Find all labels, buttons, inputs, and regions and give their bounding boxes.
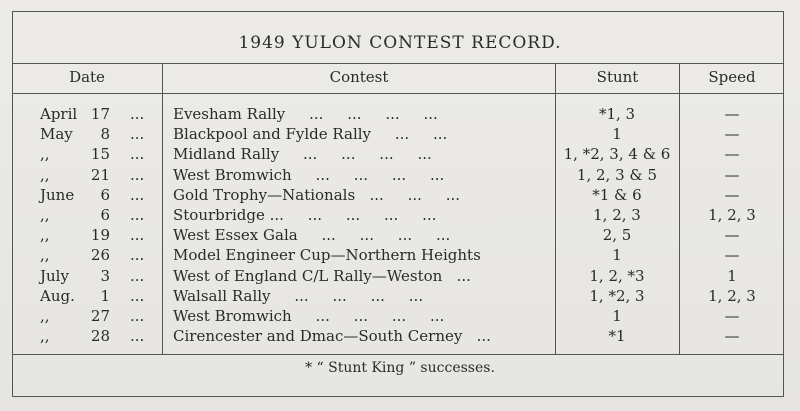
table-row — [0, 144, 800, 164]
cell-stunt: 1, *2, 3, 4 & 6 — [563, 145, 671, 164]
cell-date-dots: ... — [130, 226, 145, 245]
cell-day: 26 — [90, 246, 110, 265]
cell-stunt: 1 — [612, 125, 622, 144]
cell-day: 27 — [90, 306, 110, 325]
cell-month: ,, — [40, 205, 50, 224]
cell-date-dots: ... — [130, 145, 145, 164]
cell-date-dots: ... — [130, 125, 145, 144]
cell-speed: 1 — [727, 266, 737, 285]
cell-contest: Gold Trophy—Nationals ... ... ... — [173, 185, 461, 204]
cell-day: 8 — [100, 125, 110, 144]
table-row — [0, 266, 800, 286]
cell-contest: Walsall Rally ... ... ... ... — [173, 286, 424, 305]
cell-month: April — [40, 105, 78, 123]
cell-date-dots: ... — [130, 327, 145, 346]
cell-contest: Model Engineer Cup—Northern Heights — [173, 246, 481, 265]
table-title: 1949 YULON CONTEST RECORD. — [238, 33, 562, 53]
cell-stunt: 1, 2, 3 & 5 — [576, 165, 658, 184]
table-body — [0, 104, 800, 346]
cell-stunt: *1 — [608, 327, 626, 346]
header-bottom-rule — [12, 93, 784, 94]
table-row — [0, 306, 800, 326]
cell-month: ,, — [40, 226, 50, 245]
cell-date-dots: ... — [130, 306, 145, 325]
cell-speed: — — [724, 145, 740, 164]
cell-month: ,, — [40, 165, 50, 184]
table-row — [0, 185, 800, 205]
cell-date-dots: ... — [130, 266, 145, 285]
cell-day: 19 — [90, 226, 110, 245]
cell-speed: 1, 2, 3 — [708, 205, 756, 224]
cell-date-dots: ... — [130, 105, 145, 123]
cell-stunt: 2, 5 — [602, 226, 632, 245]
cell-day: 3 — [100, 266, 110, 285]
cell-speed: 1, 2, 3 — [708, 286, 756, 305]
cell-contest: Stourbridge ... ... ... ... ... — [173, 205, 437, 224]
cell-speed: — — [724, 306, 740, 325]
cell-stunt: 1, *2, 3 — [589, 286, 645, 305]
cell-month: May — [40, 125, 73, 144]
cell-speed: — — [724, 185, 740, 204]
table-row — [0, 165, 800, 185]
cell-contest: Evesham Rally ... ... ... ... — [173, 105, 438, 123]
cell-day: 17 — [90, 105, 110, 123]
cell-date-dots: ... — [130, 286, 145, 305]
cell-day: 6 — [100, 205, 110, 224]
cell-stunt: 1, 2, 3 — [593, 205, 641, 224]
cell-speed: — — [724, 105, 740, 123]
table-row — [0, 124, 800, 144]
cell-month: June — [40, 185, 75, 204]
cell-month: ,, — [40, 327, 50, 346]
table-row — [0, 326, 800, 346]
cell-speed: — — [724, 246, 740, 265]
header-top-rule — [12, 63, 784, 64]
table-row — [0, 245, 800, 265]
cell-day: 21 — [90, 165, 110, 184]
cell-stunt: *1, 3 — [598, 105, 636, 123]
header-speed: Speed — [708, 68, 756, 86]
cell-speed: — — [724, 226, 740, 245]
cell-month: Aug. — [40, 286, 75, 305]
cell-contest: West Bromwich ... ... ... ... — [173, 165, 445, 184]
table-row — [0, 225, 800, 245]
table-row — [0, 104, 800, 124]
cell-contest: West Essex Gala ... ... ... ... — [173, 226, 451, 245]
cell-contest: West of England C/L Rally—Weston ... — [173, 266, 471, 285]
cell-stunt: 1, 2, *3 — [589, 266, 645, 285]
cell-speed: — — [724, 165, 740, 184]
cell-date-dots: ... — [130, 205, 145, 224]
table-row — [0, 286, 800, 306]
cell-contest: Cirencester and Dmac—South Cerney ... — [173, 327, 491, 346]
cell-date-dots: ... — [130, 246, 145, 265]
cell-contest: West Bromwich ... ... ... ... — [173, 306, 445, 325]
cell-date-dots: ... — [130, 165, 145, 184]
cell-stunt: 1 — [612, 306, 622, 325]
cell-date-dots: ... — [130, 185, 145, 204]
cell-speed: — — [724, 125, 740, 144]
cell-day: 15 — [90, 145, 110, 164]
cell-day: 28 — [90, 327, 110, 346]
cell-stunt: 1 — [612, 246, 622, 265]
header-stunt: Stunt — [596, 68, 639, 86]
cell-month: ,, — [40, 306, 50, 325]
cell-month: July — [40, 266, 69, 285]
table-row — [0, 205, 800, 225]
cell-day: 6 — [100, 185, 110, 204]
cell-stunt: *1 & 6 — [592, 185, 642, 204]
header-date: Date — [69, 68, 105, 86]
cell-speed: — — [724, 327, 740, 346]
footer-rule — [12, 354, 784, 355]
header-contest: Contest — [329, 68, 389, 86]
footnote: * “ Stunt King ” successes. — [305, 360, 495, 376]
cell-month: ,, — [40, 246, 50, 265]
cell-day: 1 — [100, 286, 110, 305]
cell-contest: Midland Rally ... ... ... ... — [173, 145, 432, 164]
cell-month: ,, — [40, 145, 50, 164]
cell-contest: Blackpool and Fylde Rally ... ... — [173, 125, 448, 144]
